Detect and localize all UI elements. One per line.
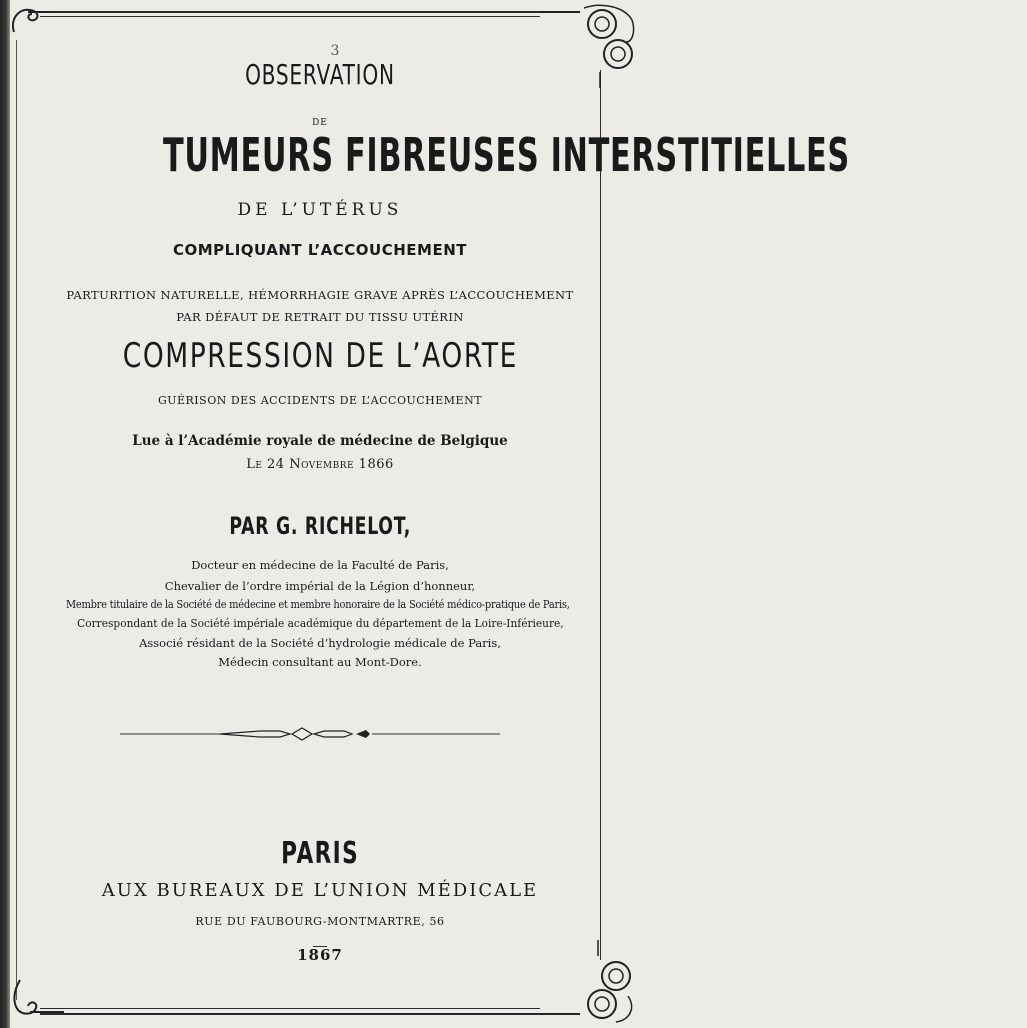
read-at-line: Lue à l’Académie royale de médecine de Belgique [132,433,508,449]
credential-line: Associé résidant de la Société d’hydrologie médicale de Paris, [139,636,501,650]
city-paris: PARIS [280,836,359,871]
bottom-frame-line-inner [40,1008,540,1009]
subtitle-uterus: DE L’UTÉRUS [237,200,403,220]
treatment-title: COMPRESSION DE L’AORTE [122,336,518,376]
publisher-line: AUX BUREAUX DE L’UNION MÉDICALE [101,880,539,901]
corner-ornament-bottom-left [6,976,66,1026]
main-title: TUMEURS FIBREUSES INTERSTITIELLES [162,128,850,182]
credential-line: Chevalier de l’ordre impérial de la Légion d’honneur, [164,579,476,593]
section-divider-ornament [120,724,500,744]
address-line: RUE DU FAUBOURG-MONTMARTRE, 56 [195,915,445,928]
details-line-1: PARTURITION NATURELLE, HÉMORRHAGIE GRAVE APRÈS L’ACCOUCHEMENT [66,288,574,302]
credential-line: Docteur en médecine de la Faculté de Paris, [191,558,449,572]
top-frame-line-inner [40,16,540,17]
credential-line: Médecin consultant au Mont-Dore. [218,655,422,669]
page-number: 3 [330,43,340,59]
bottom-frame-line [40,1013,540,1015]
credential-line: Membre titulaire de la Société de médecine et membre honoraire de la Société médico-pratique de Paris, [66,597,570,611]
complicating-line: COMPLIQUANT L’ACCOUCHEMENT [172,241,468,259]
heading-de: DE [312,118,328,128]
credential-line: Correspondant de la Société impériale académique du département de la Loire-Inférieure, [76,616,564,630]
corner-ornament-top-left [8,2,58,42]
outcome-line: GUÉRISON DES ACCIDENTS DE L’ACCOUCHEMENT [157,394,483,407]
year-line: 1867 [297,946,343,964]
date-line: Le 24 Novembre 1866 [246,457,394,472]
author-line: PAR G. RICHELOT, [229,512,411,540]
details-line-2: PAR DÉFAUT DE RETRAIT DU TISSU UTÉRIN [176,310,464,324]
top-frame-line [40,11,540,13]
heading-observation: OBSERVATION [245,58,395,91]
